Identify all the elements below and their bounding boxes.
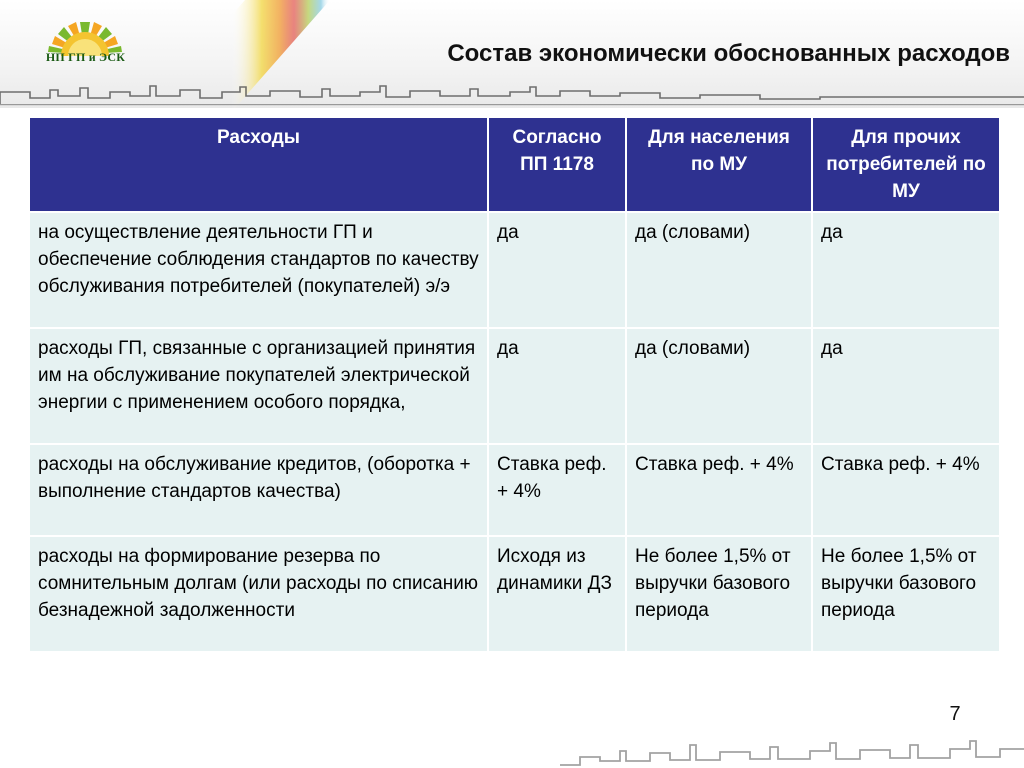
table-cell: да	[813, 329, 999, 443]
table-cell: да	[813, 213, 999, 327]
table-row	[30, 329, 999, 443]
page-title: Состав экономически обоснованных расходов	[447, 40, 1010, 67]
table-row	[30, 445, 999, 535]
skyline-decoration-top	[0, 84, 1024, 106]
logo-text: НП ГП и ЭСК	[45, 50, 126, 64]
table-cell: да (словами)	[627, 329, 811, 443]
table-cell: да	[489, 213, 625, 327]
table-cell: Ставка реф. + 4%	[813, 445, 999, 535]
header-pp1178: Согласно ПП 1178	[489, 118, 625, 211]
table-cell: Ставка реф. + 4%	[489, 445, 625, 535]
header-other-consumers: Для прочих потребителей по МУ	[813, 118, 999, 211]
table-cell: на осуществление деятельности ГП и обеспечение соблюдения стандартов по качеству обслуживания потребителей (покупателей) э/э	[30, 213, 487, 327]
table-cell: Ставка реф. + 4%	[627, 445, 811, 535]
expenses-table	[28, 116, 1001, 653]
table-cell: да (словами)	[627, 213, 811, 327]
table-cell: да	[489, 329, 625, 443]
skyline-decoration-bottom	[560, 735, 1024, 768]
table-cell: расходы на обслуживание кредитов, (оборотка + выполнение стандартов качества)	[30, 445, 487, 535]
table-cell: Не более 1,5% от выручки базового периода	[627, 537, 811, 651]
table-row	[30, 537, 999, 651]
table-cell: расходы ГП, связанные с организацией принятия им на обслуживание покупателей электрической энергии с применением особого порядка,	[30, 329, 487, 443]
table-cell: расходы на формирование резерва по сомнительным долгам (или расходы по списанию безнадежной задолженности	[30, 537, 487, 651]
table-row	[30, 213, 999, 327]
table-header-row	[30, 118, 999, 211]
table-cell: Исходя из динамики ДЗ	[489, 537, 625, 651]
page-number: 7	[949, 703, 961, 725]
table-cell: Не более 1,5% от выручки базового периода	[813, 537, 999, 651]
header-expenses: Расходы	[30, 118, 487, 211]
header-population: Для населения по МУ	[627, 118, 811, 211]
